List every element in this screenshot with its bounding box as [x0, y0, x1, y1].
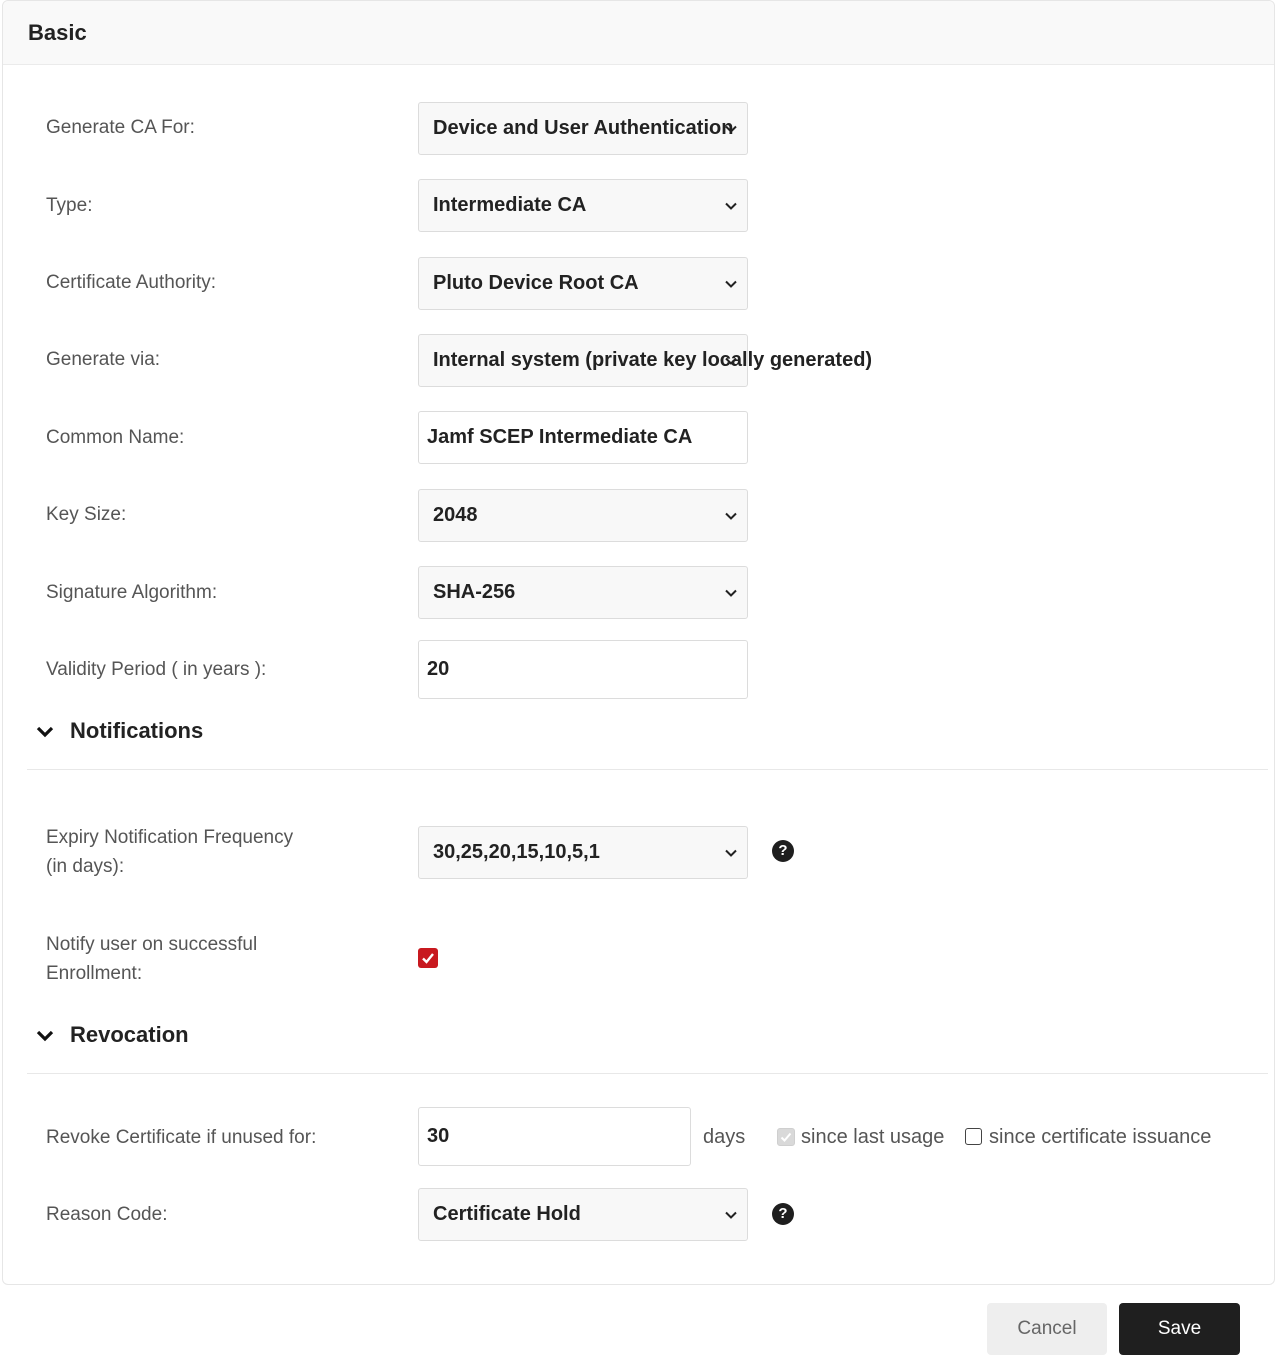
since-issuance-checkbox[interactable]	[965, 1128, 982, 1145]
validity-period-value: 20	[427, 658, 450, 680]
generate-via-select[interactable]	[418, 334, 873, 387]
help-icon[interactable]: ?	[772, 1203, 794, 1225]
chevron-down-icon	[724, 277, 738, 291]
notify-label-line1: Notify user on successful	[46, 934, 258, 955]
save-button[interactable]: Save	[1119, 1303, 1240, 1355]
common-name-label: Common Name:	[46, 427, 185, 448]
panel-header	[3, 1, 1274, 65]
validity-period-input[interactable]	[418, 640, 748, 699]
basic-panel	[2, 0, 1275, 1285]
key-size-select[interactable]	[418, 489, 748, 542]
check-icon	[421, 951, 435, 965]
chevron-down-icon	[724, 354, 738, 368]
panel-title: Basic	[28, 20, 87, 45]
signature-algorithm-label: Signature Algorithm:	[46, 582, 218, 603]
since-last-usage-checkbox[interactable]	[777, 1128, 795, 1146]
chevron-down-icon	[724, 199, 738, 213]
since-last-usage-label: since last usage	[801, 1126, 945, 1148]
reason-code-label: Reason Code:	[46, 1204, 168, 1225]
caret-down-icon	[34, 721, 56, 743]
certificate-authority-select[interactable]	[418, 257, 748, 310]
notify-label-line2: Enrollment:	[46, 963, 143, 984]
type-select[interactable]	[418, 179, 748, 232]
days-label: days	[703, 1126, 746, 1148]
type-value: Intermediate CA	[433, 194, 587, 216]
since-issuance-label: since certificate issuance	[989, 1126, 1212, 1148]
chevron-down-icon	[724, 1208, 738, 1222]
revoke-unused-label: Revoke Certificate if unused for:	[46, 1127, 317, 1148]
notify-enrollment-label	[46, 930, 257, 988]
reason-code-select[interactable]	[418, 1188, 748, 1241]
expiry-label-line2: (in days):	[46, 856, 125, 877]
chevron-down-icon	[724, 509, 738, 523]
certificate-authority-value: Pluto Device Root CA	[433, 272, 639, 294]
notifications-section-toggle[interactable]	[3, 708, 1274, 758]
expiry-frequency-label	[46, 823, 293, 881]
signature-algorithm-select[interactable]	[418, 566, 748, 619]
validity-period-label: Validity Period ( in years ):	[46, 659, 267, 680]
certificate-authority-label: Certificate Authority:	[46, 272, 217, 293]
help-icon[interactable]: ?	[772, 840, 794, 862]
type-label: Type:	[46, 195, 93, 216]
chevron-down-icon	[724, 846, 738, 860]
generate-ca-for-select[interactable]	[418, 102, 748, 155]
signature-algorithm-value: SHA-256	[433, 581, 516, 603]
caret-down-icon	[34, 1025, 56, 1047]
generate-ca-for-label: Generate CA For:	[46, 117, 195, 138]
generate-via-value: Internal system (private key locally generated)	[433, 349, 873, 371]
common-name-input[interactable]	[418, 411, 748, 464]
expiry-label-line1: Expiry Notification Frequency	[46, 827, 294, 848]
reason-code-value: Certificate Hold	[433, 1203, 581, 1225]
revoke-unused-value: 30	[427, 1125, 450, 1147]
key-size-value: 2048	[433, 504, 478, 526]
check-icon	[780, 1131, 792, 1143]
section-divider	[27, 769, 1268, 770]
cancel-button[interactable]: Cancel	[987, 1303, 1107, 1355]
generate-ca-for-value: Device and User Authentication	[433, 117, 734, 139]
revoke-unused-input[interactable]	[418, 1107, 691, 1166]
expiry-frequency-value: 30,25,20,15,10,5,1	[433, 841, 600, 863]
generate-via-label: Generate via:	[46, 349, 161, 370]
notifications-title: Notifications	[70, 718, 204, 743]
chevron-down-icon	[724, 122, 738, 136]
expiry-frequency-select[interactable]	[418, 826, 748, 879]
common-name-value: Jamf SCEP Intermediate CA	[427, 426, 693, 448]
revocation-section-toggle[interactable]	[3, 1012, 1274, 1062]
chevron-down-icon	[724, 586, 738, 600]
key-size-label: Key Size:	[46, 504, 127, 525]
section-divider	[27, 1073, 1268, 1074]
revocation-title: Revocation	[70, 1022, 189, 1047]
notify-enrollment-checkbox[interactable]	[418, 948, 438, 968]
